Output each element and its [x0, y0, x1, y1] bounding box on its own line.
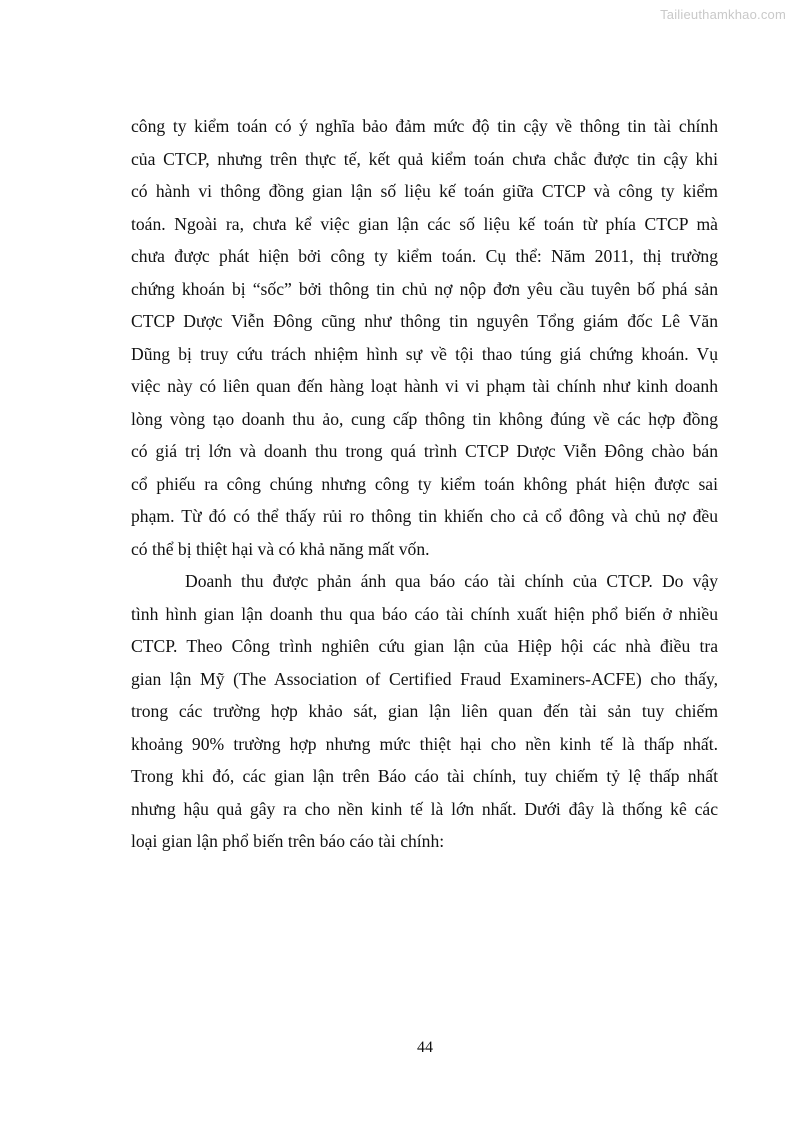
text-line: Dũng bị truy cứu trách nhiệm hình sự về tội thao túng giá chứng khoán. Vụ [131, 343, 718, 364]
text-line: chưa được phát hiện bởi công ty kiểm toán. Cụ thể: Năm 2011, thị trường [131, 246, 718, 266]
document-body [131, 110, 718, 858]
paragraph-2 [131, 565, 718, 858]
watermark-text: Tailieuthamkhao.com [660, 7, 786, 22]
text-line: Trong khi đó, các gian lận trên Báo cáo tài chính, tuy chiếm tỷ lệ thấp nhất [131, 766, 718, 786]
paragraph-1 [131, 110, 718, 565]
text-line: Doanh thu được phản ánh qua báo cáo tài chính của CTCP. Do vậy [185, 571, 718, 591]
text-line: gian lận Mỹ (The Association of Certified Fraud Examiners-ACFE) cho thấy, [131, 668, 718, 689]
text-line: CTCP Dược Viễn Đông cũng như thông tin nguyên Tổng giám đốc Lê Văn [131, 311, 718, 331]
text-line: công ty kiểm toán có ý nghĩa bảo đảm mức độ tin cậy về thông tin tài chính [131, 116, 718, 136]
text-line: có giá trị lớn và doanh thu trong quá trình CTCP Dược Viễn Đông chào bán [131, 441, 718, 461]
text-line: có thể bị thiệt hại và có khả năng mất vốn. [131, 538, 430, 559]
text-line: khoảng 90% trường hợp nhưng mức thiệt hại cho nền kinh tế là thấp nhất. [131, 733, 718, 754]
text-line: nhưng hậu quả gây ra cho nền kinh tế là lớn nhất. Dưới đây là thống kê các [131, 798, 718, 819]
text-line: phạm. Từ đó có thể thấy rủi ro thông tin khiến cho cả cổ đông và chủ nợ đều [131, 506, 718, 526]
text-line: có hành vi thông đồng gian lận số liệu kế toán giữa CTCP và công ty kiểm [131, 181, 718, 201]
text-line: của CTCP, nhưng trên thực tế, kết quả kiểm toán chưa chắc được tin cậy khi [131, 148, 718, 169]
text-line: trong các trường hợp khảo sát, gian lận liên quan đến tài sản tuy chiếm [131, 701, 718, 721]
page-number: 44 [417, 1039, 433, 1056]
text-line: cổ phiếu ra công chúng nhưng công ty kiểm toán không phát hiện được sai [131, 473, 718, 494]
text-line: CTCP. Theo Công trình nghiên cứu gian lận của Hiệp hội các nhà điều tra [131, 636, 718, 656]
text-line: việc này có liên quan đến hàng loạt hành vi vi phạm tài chính như kinh doanh [131, 376, 718, 396]
text-line: chứng khoán bị “sốc” bởi thông tin chủ nợ nộp đơn yêu cầu tuyên bố phá sản [131, 278, 718, 299]
text-line: loại gian lận phổ biến trên báo cáo tài chính: [131, 831, 445, 851]
text-line: toán. Ngoài ra, chưa kể việc gian lận các số liệu kế toán từ phía CTCP mà [131, 213, 718, 234]
text-line: lòng vòng tạo doanh thu ảo, cung cấp thông tin không đúng về các hợp đồng [131, 408, 718, 429]
text-line: tình hình gian lận doanh thu qua báo cáo tài chính xuất hiện phổ biến ở nhiều [131, 603, 718, 624]
